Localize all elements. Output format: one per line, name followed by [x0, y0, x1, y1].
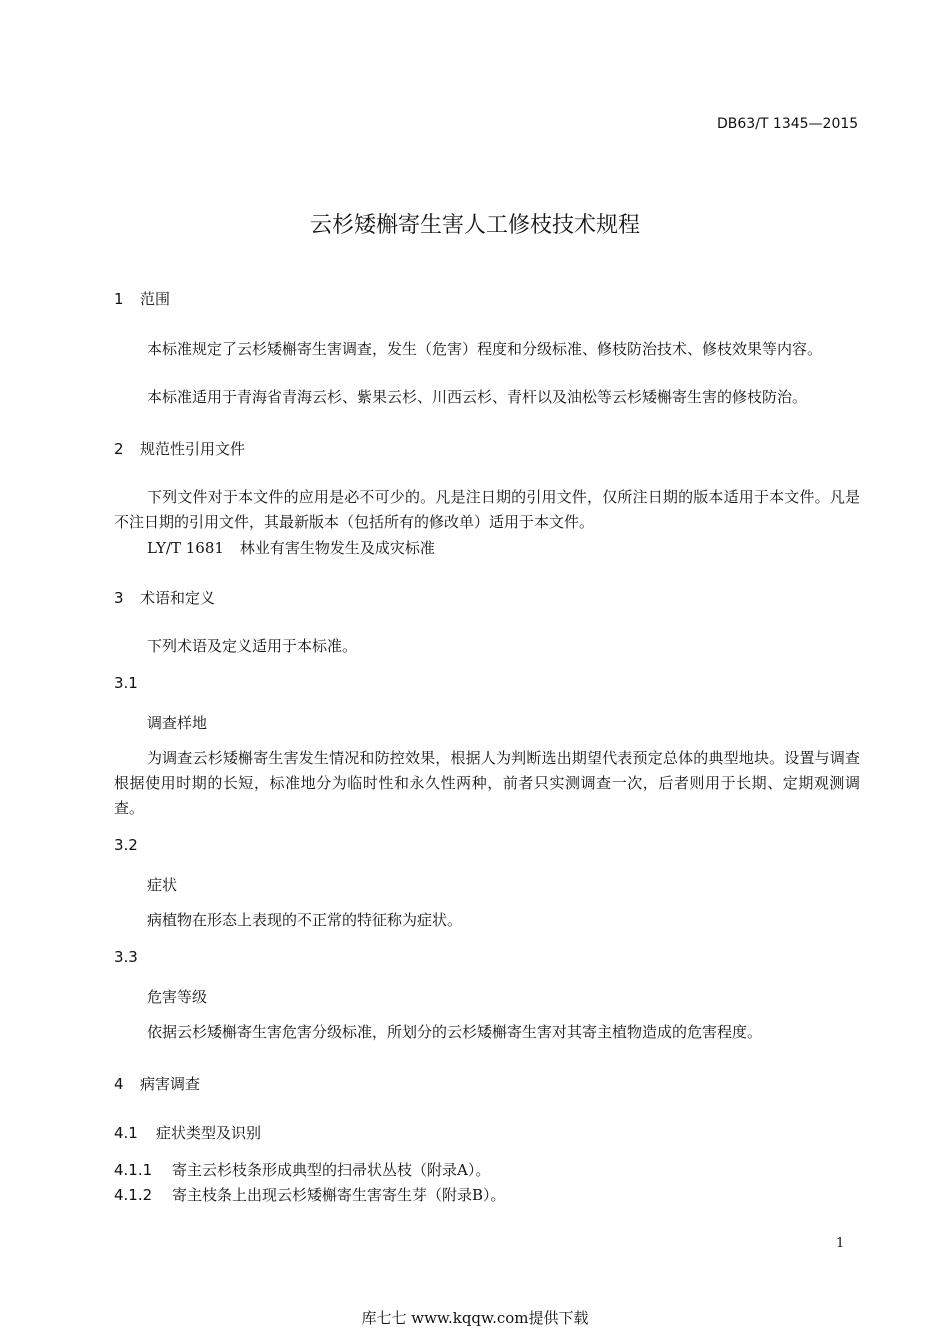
section-title: 术语和定义: [140, 589, 216, 607]
standard-number: DB63/T 1345—2015: [717, 116, 859, 132]
term-definition: 依据云杉矮槲寄生害危害分级标准，所划分的云杉矮槲寄生害对其寄主植物造成的危害程度。: [147, 1023, 763, 1041]
section-title: 范围: [140, 290, 171, 308]
term-name: 危害等级: [147, 988, 208, 1006]
section-number: 3: [114, 589, 124, 607]
clause-4-1-2: [114, 1184, 506, 1205]
section-number: 2: [114, 440, 124, 458]
term-name: 症状: [147, 876, 178, 894]
section-1-paragraph-2: 本标准适用于青海省青海云杉、紫果云杉、川西云杉、青杆以及油松等云杉矮槲寄生害的修枝防治。: [147, 388, 808, 406]
section-1-heading: [114, 288, 170, 309]
clause-text: 寄主枝条上出现云杉矮槲寄生害寄生芽（附录B）。: [172, 1186, 506, 1204]
section-4-heading: [114, 1073, 200, 1094]
section-title: 规范性引用文件: [140, 440, 246, 458]
section-3-heading: [114, 587, 215, 608]
section-number: 4: [114, 1075, 124, 1093]
section-3-paragraph-1: 下列术语及定义适用于本标准。: [147, 637, 358, 655]
reference-title: 林业有害生物发生及成灾标准: [239, 539, 435, 557]
section-number: 1: [114, 290, 124, 308]
download-source-footer: 库七七 www.kqqw.com提供下载: [361, 1309, 589, 1327]
page-number: 1: [836, 1236, 845, 1251]
clause-4-1-1: [114, 1159, 490, 1180]
section-title: 病害调查: [140, 1075, 201, 1093]
clause-text: 寄主云杉枝条形成典型的扫帚状丛枝（附录A）。: [172, 1161, 491, 1179]
document-title: 云杉矮槲寄生害人工修枝技术规程: [309, 213, 640, 238]
subsection-number: 4.1: [114, 1124, 138, 1142]
normative-reference: [147, 537, 435, 558]
term-definition: 为调查云杉矮槲寄生害发生情况和防控效果，根据人为判断选出期望代表预定总体的典型地块。设置与调查根据使用时期的长短，标准地分为临时性和永久性两种，前者只实测调查一次，后者则用于长期、定期观测调查。: [114, 749, 860, 817]
section-1-paragraph-1: 本标准规定了云杉矮槲寄生害调查，发生（危害）程度和分级标准、修枝防治技术、修枝效果等内容。: [147, 340, 823, 358]
term-definition: 病植物在形态上表现的不正常的特征称为症状。: [147, 911, 463, 929]
clause-number: 4.1.1: [114, 1161, 153, 1179]
reference-code: LY/T 1681: [147, 539, 224, 557]
subsection-title: 症状类型及识别: [156, 1124, 262, 1142]
clause-number: 4.1.2: [114, 1186, 153, 1204]
term-number: 3.2: [114, 836, 138, 854]
section-2-heading: [114, 438, 245, 459]
section-2-paragraph-1: 下列文件对于本文件的应用是必不可少的。凡是注日期的引用文件，仅所注日期的版本适用于本文件。凡是不注日期的引用文件，其最新版本（包括所有的修改单）适用于本文件。: [114, 488, 860, 531]
term-number: 3.1: [114, 674, 138, 692]
term-number: 3.3: [114, 948, 138, 966]
term-name: 调查样地: [147, 714, 208, 732]
subsection-4-1-heading: [114, 1122, 261, 1143]
